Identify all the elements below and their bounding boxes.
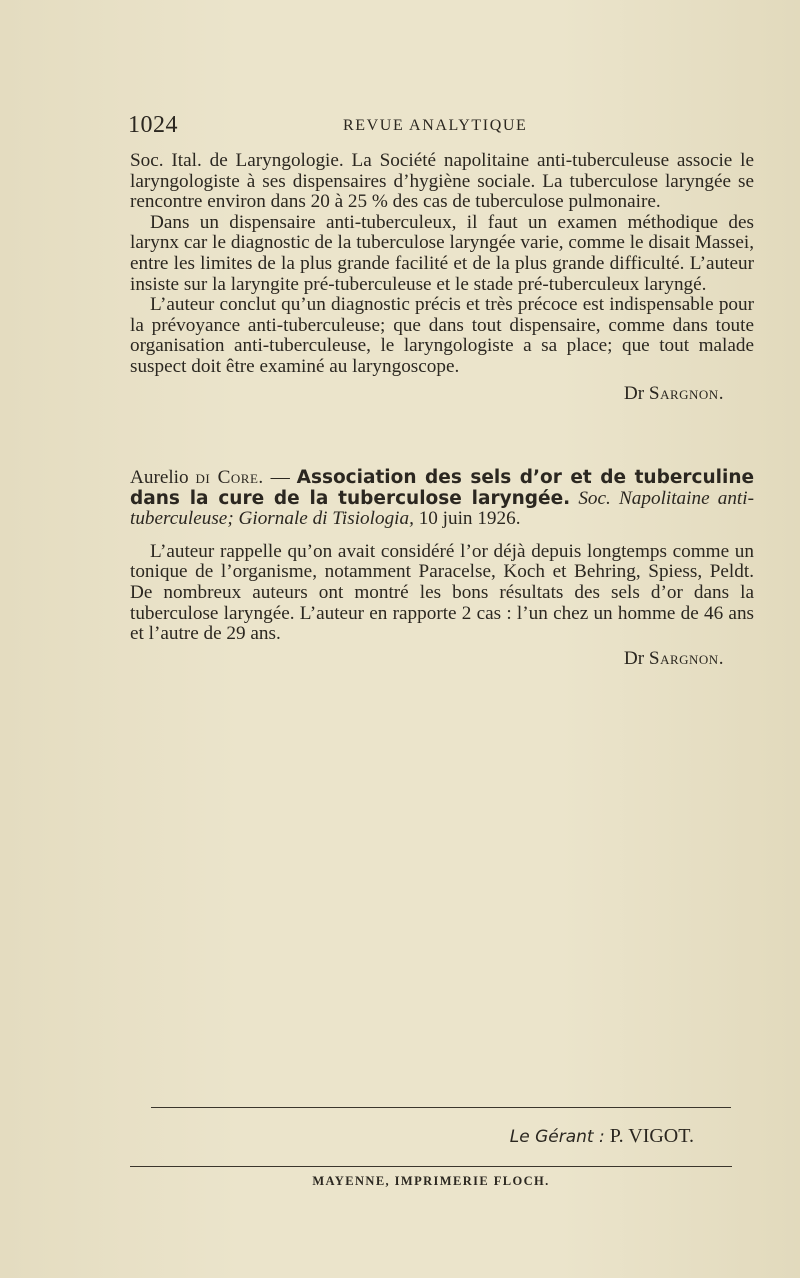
article2-date: 10 juin 1926. — [418, 508, 521, 530]
author-first-name: Aurelio — [130, 467, 189, 488]
article2-signature — [130, 649, 754, 670]
gerant-label: Le Gérant : — [509, 1127, 605, 1147]
signature-name: Sargnon. — [648, 382, 724, 404]
article1-paragraph-1: Soc. Ital. de Laryngologie. La Société napolitaine anti-tuberculeuse associe le laryngologiste à ses dispensaires d’hygiène sociale. La tuberculose laryngée se rencontre environ dans 20 à 25 % des cas de tuberculose pulmonaire. — [130, 150, 754, 213]
signature-prefix: Dr — [623, 647, 645, 669]
gerant-name: P. VIGOT. — [609, 1125, 694, 1147]
page-number: 1024 — [128, 112, 178, 138]
signature-name: Sargnon. — [648, 647, 724, 669]
article-continuation — [130, 151, 754, 404]
printer-imprint: MAYENNE, IMPRIMERIE FLOCH. — [312, 1174, 550, 1188]
running-head: REVUE ANALYTIQUE — [343, 117, 528, 134]
article2-heading — [130, 468, 754, 530]
footer-rule-bottom — [130, 1166, 732, 1167]
article1-signature — [130, 384, 754, 405]
footer-rule-top — [151, 1107, 731, 1108]
article1-paragraph-2: Dans un dispensaire anti-tuberculeux, il faut un examen méthodique des larynx car le diagnostic de la tuberculose laryngée varie, comme le disait Massei, entre les limites de la plus grande facilité et de la plus grande difficulté. L’auteur insiste sur la laryngite pré-tuberculeuse et le stade pré-tuberculeux laryngé. — [130, 211, 754, 295]
article2-paragraph-1: L’auteur rappelle qu’on avait considéré l’or déjà depuis longtemps comme un tonique de l’organisme, notamment Paracelse, Koch et Behring, Spiess, Peldt. De nombreux auteurs ont montré les bons résultats des sels d’or dans la tuberculose laryngée. L’auteur en rapporte 2 cas : l’un chez un homme de 46 ans et l’autre de 29 ans. — [130, 540, 754, 645]
heading-dash: — — [270, 467, 290, 488]
article2-source: Soc. Napolitaine anti-tuberculeuse; Giornale di Tisiologia, — [130, 487, 754, 530]
author-last-name: di Core. — [195, 467, 264, 488]
gerant-line — [130, 1125, 694, 1148]
article2-title: Association des sels d’or et de tuberculine dans la cure de la tuberculose laryngée. — [130, 467, 755, 509]
page-header — [128, 112, 740, 142]
article1-paragraph-3: L’auteur conclut qu’un diagnostic précis et très précoce est indispensable pour la prévoyance anti-tuberculeuse; que dans tout dispensaire, comme dans toute organisation anti-tuberculeuse, le laryngologiste a sa place; que tout malade suspect doit être examiné au laryngoscope. — [130, 294, 754, 377]
signature-prefix: Dr — [623, 382, 645, 404]
article-2 — [130, 468, 754, 669]
